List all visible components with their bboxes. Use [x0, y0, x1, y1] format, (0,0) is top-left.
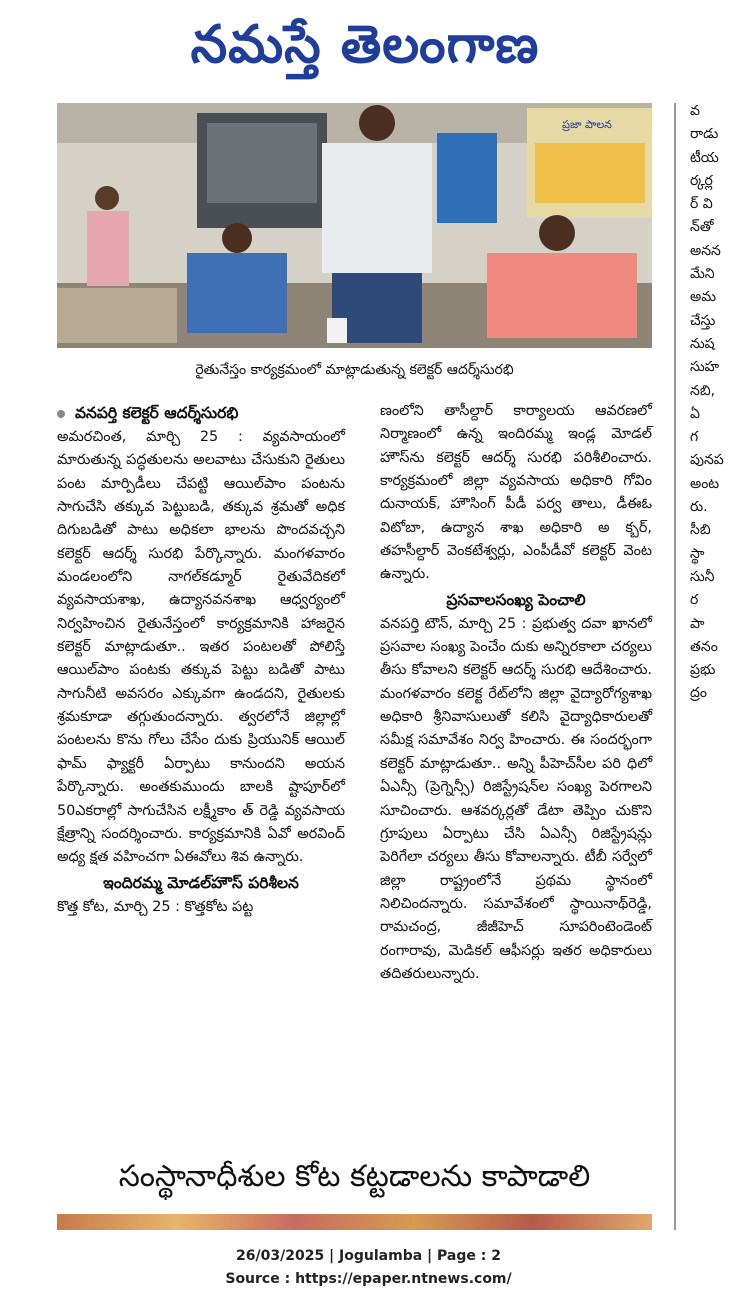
- article1-body: అమరచింత, మార్చి 25 : వ్యవసాయంలో మారుతున్న పద్ధతులను అలవాటు చేసుకుని రైతులు పంట మార్పిడీలు చేపట్టి ఆయిల్‌పాం పంటను సాగుచేసి తక్కువ పెట్టుబడి, తక్కువ శ్రమతో అధిక దిగుబడితో పాటు అధికలా భాలను పొందవచ్చని కలెక్టర్ ఆదర్శ్ సురభి పేర్కొన్నారు. మంగళవారం మండలంలోని నాగల్‌కడ్మూర్ రైతువేదికలో వ్యవసాయశాఖ, ఉద్యానవనశాఖ ఆధ్వర్యంలో నిర్వహించిన రైతునేస్తంలో కార్యక్రమానికి హాజరైన కలెక్టర్ మాట్లాడుతూ.. ఇతర పంటలతో పోలిస్తే ఆయిల్‌పాం పంటకు తక్కువ పెట్టు బడితో పాటు సాగునీటి అవసరం ఎక్కువగా ఉండదని, రైతులకు శ్రమకూడా తగ్గుతుందన్నారు. త్వరలోనే జిల్లాల్లో పంటలను కొను గోలు చేసేం దుకు ప్రియునిక్ ఆయిల్ ఫామ్ ఫ్యాక్టరీ ఏర్పాటు కానుందని అయన పేర్కొన్నారు. అంతకుముందు బాలకి ష్టాపూర్‌లో 50ఎకరాల్లో సాగుచేసిన లక్ష్మీకాం త్ రెడ్డి వ్యవసాయ క్షేత్రాన్ని సందర్శించారు. కార్యక్రమానికి ఏవో అరవింద్ అధ్య క్షత వహించగా ఏఈవోలు శివ ఉన్నారు.: [57, 429, 345, 866]
- right-fragment-line: ర్కర్ల: [690, 172, 713, 189]
- right-column-fragment: [690, 100, 737, 1230]
- right-fragment-line: తనం: [690, 638, 718, 655]
- article1-headline: [57, 400, 345, 426]
- right-fragment-line: ర: [690, 592, 699, 609]
- right-fragment-line: పునప: [690, 452, 724, 469]
- right-fragment-line: మేని: [690, 266, 715, 283]
- right-fragment-line: రు.: [690, 499, 708, 516]
- right-fragment-line: స్థా: [690, 545, 705, 562]
- left-column: [57, 400, 345, 919]
- article3-headline: ప్రసవాలసంఖ్య పెంచాలి: [446, 590, 586, 609]
- right-fragment-line: టీయ: [690, 149, 719, 166]
- right-fragment-line: సుహ: [690, 359, 720, 376]
- right-fragment-line: అనన: [690, 242, 721, 259]
- right-fragment-line: సునీ: [690, 568, 715, 585]
- banner-text: ప్రజా పాలన: [562, 118, 612, 131]
- middle-column: [380, 400, 652, 986]
- right-fragment-line: పా: [690, 615, 705, 632]
- right-fragment-line: న్‌తో: [690, 219, 714, 236]
- column-divider: [674, 103, 676, 1230]
- footer-date-edition: 26/03/2025 | Jogulamba | Page : 2: [236, 1248, 501, 1264]
- bottom-headline: సంస్థానాధీశుల కోట కట్టడాలను కాపాడాలి: [118, 1159, 591, 1194]
- article2-body-cont: ణంలోని తాసీల్దార్ కార్యాలయ ఆవరణలో నిర్మాణంలో ఉన్న ఇందిరమ్మ ఇండ్ల మోడల్ హౌస్‌ను కలెక్టర్ ఆదర్శ్ సురభి పరిశీలించారు. కార్యక్రమంలో జిల్లా వ్యవసాయ అధికారి గోవిం దునాయక్, హౌసింగ్ పీడీ పర్వ తాలు, డీఈఓ విటోబా, ఉద్యాన శాఖ అధికారి అ క్బర్, తహసీల్దార్ వెంకటేశ్వర్లు, ఎంపీడీవో కలెక్టర్ వెంట ఉన్నారు.: [380, 403, 652, 583]
- article3-body: వనపర్తి టౌన్, మార్చి 25 : ప్రభుత్వ దవా ఖానలో ప్రసవాల సంఖ్య పెంచేం దుకు అన్నిరకాలా చర్యలు తీసు కోవాలని కలెక్టర్ ఆదర్శ్ సురభి ఆదేశించారు. మంగళవారం కలెక్ట రేట్‌లోని జిల్లా వైద్యారోగ్యశాఖ అధికారి శ్రీనివాసులుతో కలిసి వైద్యాధికారులతో సమీక్ష సమావేశం నిర్వ హించారు. ఈ సందర్భంగా కలెక్టర్ మాట్లాడుతూ.. అన్ని పీహెచ్‌సీల పరి ధిలో ఏఎన్సీ (ప్రెగ్నెన్సీ) రిజిస్ట్రేషన్‌ల సంఖ్య పెరగాలని సూచించారు. ఆశవర్కర్లతో డేటా తెప్పిం చుకొని గ్రూపులు ఏర్పాటు చేసి ఏఎన్సీ రిజిస్ట్రేషన్లు పెరిగేలా చర్యలు తీసు కోవాలన్నారు. టీబీ సర్వేలో జిల్లా రాష్ట్రంలోనే ప్రథమ స్థానంలో నిలిచిందన్నారు. సమావేశంలో స్థాయినాథ్‌రెడ్డి, రామచంద్ర, జీజీహెచ్ సూపరింటెండెంట్ రంగారావు, మెడికల్ ఆఫీసర్లు ఇతర అధికారులు తదితరులున్నారు.: [380, 615, 652, 982]
- right-fragment-line: సీబి: [690, 522, 711, 539]
- article2-body-start: కొత్త కోట, మార్చి 25 : కొత్తకోట పట్ట: [57, 898, 254, 915]
- right-fragment-line: ప్రభు: [690, 662, 716, 679]
- right-fragment-line: నబి,: [690, 382, 716, 399]
- footer-source: Source : https://epaper.ntnews.com/: [225, 1271, 512, 1287]
- right-fragment-line: వ: [690, 103, 700, 119]
- right-fragment-line: గ: [690, 429, 699, 446]
- photo-illustration: [57, 103, 652, 348]
- bottom-photo-strip: [57, 1214, 652, 1230]
- right-fragment-line: నుష: [690, 335, 715, 352]
- right-fragment-line: చేస్తు: [690, 312, 716, 329]
- news-photo: [57, 103, 652, 348]
- right-fragment-line: ఏ: [690, 405, 700, 422]
- right-fragment-line: అమ: [690, 289, 717, 306]
- newspaper-title: నమస్తే తెలంగాణ: [190, 15, 540, 75]
- article1-headline-text: వనపర్తి కలెక్టర్ ఆదర్శ్‌సురభి: [75, 404, 239, 422]
- right-fragment-line: ద్రం: [690, 685, 707, 702]
- right-fragment-line: రాడు: [690, 126, 719, 143]
- bullet-icon: [57, 410, 65, 418]
- page-footer: [0, 1245, 737, 1291]
- article2-headline: ఇందిరమ్మ మోడల్‌హౌస్ పరిశీలన: [103, 873, 299, 892]
- photo-caption: రైతునేస్తం కార్యక్రమంలో మాట్లాడుతున్న కలెక్టర్ ఆదర్శ్‌సురభి: [195, 362, 514, 378]
- masthead: [0, 0, 737, 100]
- right-fragment-line: అంట: [690, 475, 720, 492]
- right-fragment-line: ర్ వి: [690, 196, 713, 213]
